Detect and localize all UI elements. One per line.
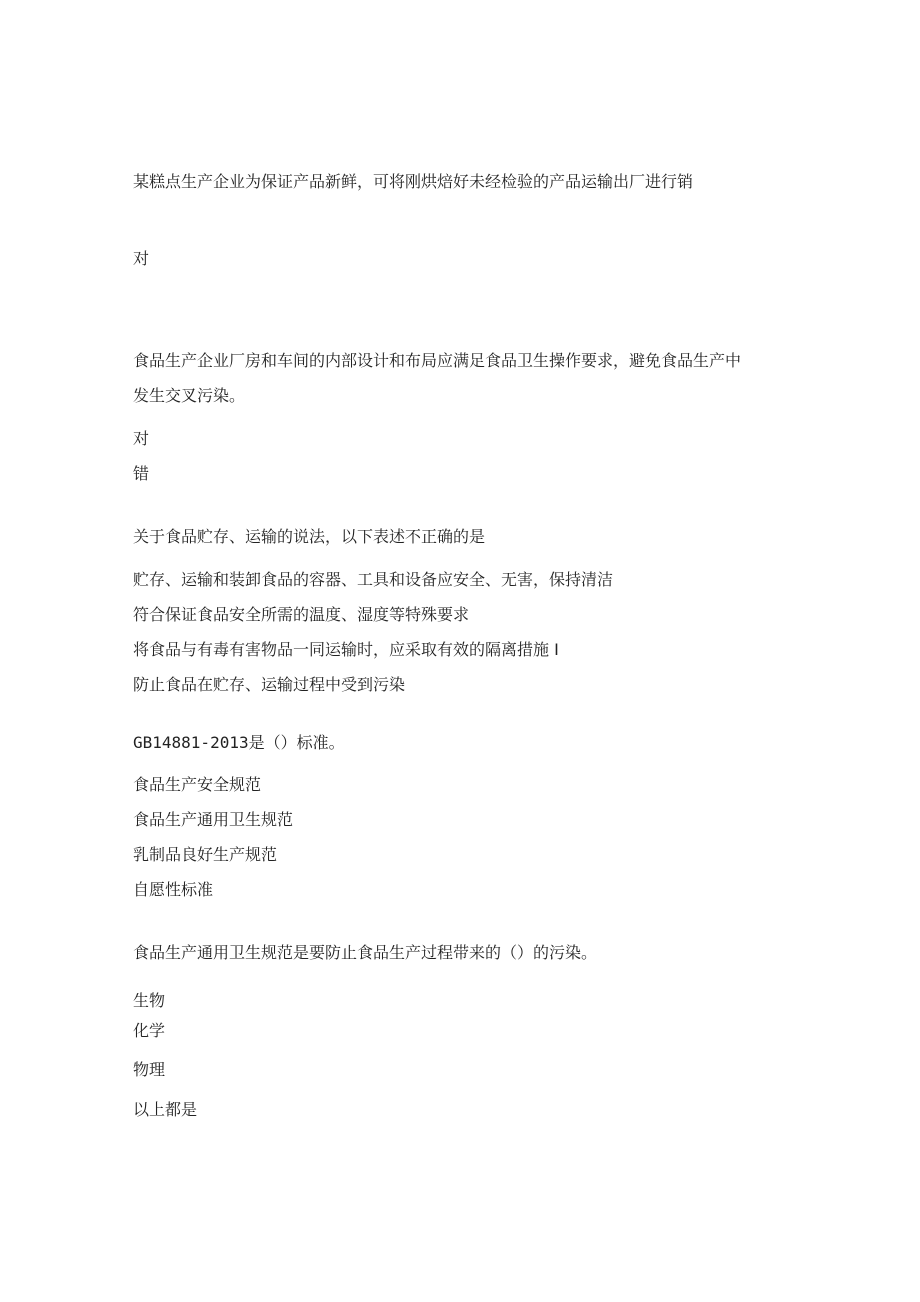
question-3-stem: 关于食品贮存、运输的说法，以下表述不正确的是 — [133, 527, 486, 546]
question-5-option-d[interactable]: 以上都是 — [133, 1100, 198, 1119]
question-3-option-b[interactable]: 符合保证食品安全所需的温度、湿度等特殊要求 — [133, 605, 470, 624]
question-1-option-a[interactable]: 对 — [133, 249, 150, 268]
question-3-option-a[interactable]: 贮存、运输和装卸食品的容器、工具和设备应安全、无害，保持清洁 — [133, 570, 614, 589]
question-2-option-a[interactable]: 对 — [133, 429, 150, 448]
question-1-stem: 某糕点生产企业为保证产品新鲜，可将刚烘焙好未经检验的产品运输出厂进行销 — [133, 172, 694, 191]
question-4-option-b[interactable]: 食品生产通用卫生规范 — [133, 810, 294, 829]
question-4-option-a[interactable]: 食品生产安全规范 — [133, 775, 262, 794]
question-4-option-d[interactable]: 自愿性标准 — [133, 880, 214, 899]
question-2-stem-line-2: 发生交叉污染。 — [133, 386, 246, 405]
question-4-option-c[interactable]: 乳制品良好生产规范 — [133, 845, 278, 864]
question-5-option-a[interactable]: 生物 — [133, 991, 166, 1010]
question-4-stem-text: 是（）标准。 — [248, 733, 345, 752]
question-4-stem — [133, 733, 345, 753]
question-2-option-b[interactable]: 错 — [133, 464, 150, 483]
question-3-option-d[interactable]: 防止食品在贮存、运输过程中受到污染 — [133, 675, 406, 694]
question-5-option-c[interactable]: 物理 — [133, 1060, 166, 1079]
question-5-option-b[interactable]: 化学 — [133, 1021, 166, 1040]
question-5-stem: 食品生产通用卫生规范是要防止食品生产过程带来的（）的污染。 — [133, 943, 598, 962]
question-2-stem-line-1: 食品生产企业厂房和车间的内部设计和布局应满足食品卫生操作要求，避免食品生产中 — [133, 351, 742, 370]
standard-code: GB14881-2013 — [133, 733, 249, 752]
question-3-option-c[interactable]: 将食品与有毒有害物品一同运输时，应采取有效的隔离措施 I — [133, 640, 559, 659]
